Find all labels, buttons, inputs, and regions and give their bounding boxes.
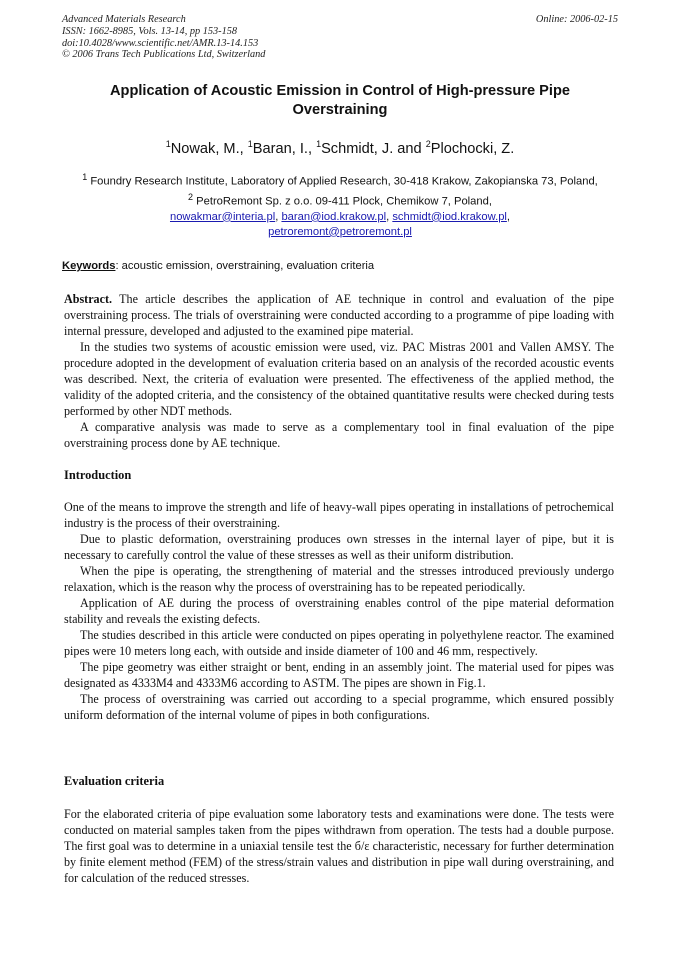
email-link[interactable]: schmidt@iod.krakow.pl (392, 210, 507, 223)
email-link[interactable]: nowakmar@interia.pl (169, 210, 276, 223)
author-sup: 1 (316, 139, 322, 149)
abstract-section (64, 291, 614, 451)
affiliation-sup: 2 (188, 191, 194, 202)
keywords-line (62, 259, 618, 273)
author-sup: 1 (165, 139, 171, 149)
journal-name: Advanced Materials Research (62, 14, 186, 25)
affiliation-1 (62, 170, 618, 190)
email-separator: , (386, 210, 393, 223)
author-name: Baran, I., (252, 140, 317, 157)
affiliation-text: PetroRemont Sp. z o.o. 09-411 Plock, Chemikow 7, Poland, (193, 195, 492, 208)
intro-paragraph: The process of overstraining was carried out according to a special programme, which ensured possibly uniform deformation of the internal volume of pipes in both configurations. (64, 692, 614, 722)
journal-header (62, 14, 618, 61)
email-separator: , (275, 210, 282, 223)
abstract-label: Abstract. (64, 292, 113, 306)
doi-line: doi:10.4028/www.scientific.net/AMR.13-14.153 (62, 37, 259, 49)
abstract-paragraph: A comparative analysis was made to serve as a complementary tool in final evaluation of the pipe overstraining process done by AE technique. (64, 420, 614, 450)
issn-line: ISSN: 1662-8985, Vols. 13-14, pp 153-158 (62, 25, 238, 37)
intro-paragraph: When the pipe is operating, the strengthening of material and the stresses introduced previously undergo relaxation, which is the reason why the process of overstraining has to be repeated periodically. (64, 564, 614, 594)
author-sup: 1 (247, 139, 253, 149)
email-link[interactable]: baran@iod.krakow.pl (281, 210, 387, 223)
keywords-text: : acoustic emission, overstraining, evaluation criteria (115, 260, 375, 272)
evaluation-heading: Evaluation criteria (64, 774, 165, 788)
affiliations (62, 170, 618, 240)
intro-paragraph: Due to plastic deformation, overstraining produces own stresses in the internal layer of pipe, but it is necessary to carefully control the value of these stresses as well as their uniform distribution. (64, 532, 614, 562)
email-line-1: nowakmar@interia.pl, baran@iod.krakow.pl, schmidt@iod.krakow.pl, (169, 210, 511, 223)
author-sup: 2 (425, 139, 431, 149)
introduction-heading: Introduction (64, 468, 132, 482)
author-name: Plochocki, Z. (430, 140, 515, 157)
author-name: Nowak, M., (170, 140, 248, 157)
intro-paragraph: The pipe geometry was either straight or bent, ending in an assembly joint. The material used for pipes was designated as 4333M4 and 4333M6 according to ASTM. The pipes are shown in Fig.1. (64, 660, 614, 690)
evaluation-paragraph: For the elaborated criteria of pipe evaluation some laboratory tests and examinations were done. The tests were conducted on material samples taken from the pipes withdrawn from operation. The tests had a double purpose. The first goal was to determine in a uniaxial tensile test the б/ε characteristic, necessary for further determination by finite element method (FEM) of the stress/strain values and distribution in pipe wall during overstraining, and for calculation of the reduced stresses. (64, 807, 614, 885)
affiliation-sup: 1 (82, 172, 88, 182)
author-list (62, 134, 618, 159)
online-date: Online: 2006-02-15 (535, 14, 618, 25)
author-name: Schmidt, J. and (321, 140, 426, 157)
abstract-text: The article describes the application of AE technique in control and evaluation of the pipe overstraining process. The trials of overstraining were conducted according to a programme of pipe loading with internal pressure, developed and adjusted to the examined pipe material. (64, 292, 614, 338)
evaluation-section (64, 806, 614, 886)
keywords-label: Keywords (62, 260, 116, 272)
affiliation-text: Foundry Research Institute, Laboratory of Applied Research, 30-418 Krakow, Zakopianska 73, Poland, (87, 175, 598, 188)
abstract-paragraph (64, 291, 614, 339)
affiliation-2 (62, 190, 618, 210)
intro-paragraph: One of the means to improve the strength and life of heavy-wall pipes operating in installations of petrochemical industry is the process of their overstraining. (64, 500, 614, 530)
introduction-section (64, 499, 614, 723)
paper-title: Application of Acoustic Emission in Control of High-pressure Pipe Overstraining (109, 83, 570, 118)
email-link[interactable]: petroremont@petroremont.pl (268, 225, 412, 238)
intro-paragraph: The studies described in this article were conducted on pipes operating in polyethylene reactor. The examined pipes were 10 meters long each, with outside and inside diameter of 100 and 46 mm, respectively. (64, 628, 614, 658)
intro-paragraph: Application of AE during the process of overstraining enables control of the pipe material deformation stability and reveals the existing defects. (64, 596, 614, 626)
email-line-2 (62, 225, 618, 240)
copyright-line: © 2006 Trans Tech Publications Ltd, Switzerland (62, 49, 266, 61)
abstract-paragraph: In the studies two systems of acoustic emission were used, viz. PAC Mistras 2001 and Vallen AMSY. The procedure adopted in the development of evaluation criteria based on an analysis of the recorded acoustic events was described. Next, the criteria of evaluation were presented. The effectiveness of the applied method, the validity of the adopted criteria, and the consistency of the obtained quantitative results were checked during tests performed by other NDT methods. (64, 340, 614, 418)
